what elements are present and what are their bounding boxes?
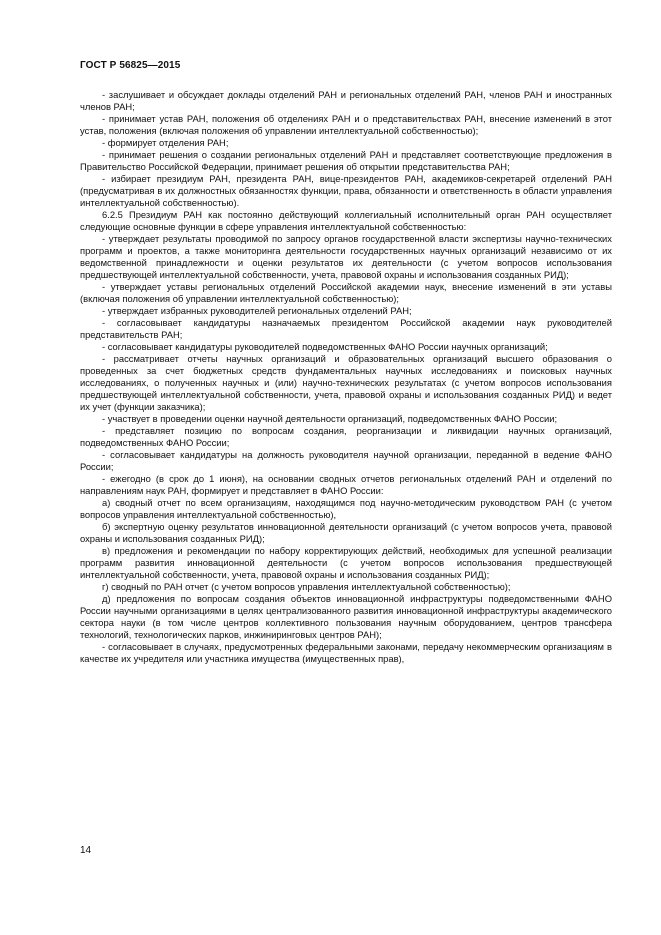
paragraph: - согласовывает в случаях, предусмотренных федеральными законами, передачу некоммерческим организациям в качестве их учредителя или участника имущества (имущественных прав), xyxy=(80,641,612,664)
paragraph: - утверждает результаты проводимой по запросу органов государственной власти экспертизы научно-технических программ и проектов, а также мониторинга деятельности государственных научных организаций независимо от их ведомственной принадлежности и оценки результатов их деятельности (с учетом вопросов использования предшествующей интеллектуальной собственности, учета, правовой охраны и использования созданных РИД); xyxy=(80,233,612,280)
paragraph: - участвует в проведении оценки научной деятельности организаций, подведомственных ФАНО России; xyxy=(102,413,558,424)
paragraph: - рассматривает отчеты научных организаций и образовательных организаций высшего образования о проведенных за счет бюджетных средств фундаментальных научных исследованиях и поисковых научных исследованиях, о полученных научных и (или) научно-технических результатах (с учетом вопросов использования предшествующей интеллектуальной собственности, учета, правовой охраны и использования созданных РИД) и ведет их учет (функции заказчика); xyxy=(80,353,612,412)
section-paragraph: 6.2.5 Президиум РАН как постоянно действующий коллегиальный исполнительный орган РАН осуществляет следующие основные функции в сфере управления интеллектуальной собственностью: xyxy=(80,209,612,232)
list-item-b: б) экспертную оценку результатов инновационной деятельности организаций (с учетом вопросов учета, правовой охраны и использования созданных РИД); xyxy=(80,521,612,544)
paragraph: - представляет позицию по вопросам создания, реорганизации и ликвидации научных организаций, подведомственных ФАНО России; xyxy=(80,425,612,448)
paragraph: - формирует отделения РАН; xyxy=(102,137,229,148)
paragraph: - согласовывает кандидатуры назначаемых президентом Российской академии наук руководителей представительств РАН; xyxy=(80,317,612,340)
list-item-d: д) предложения по вопросам создания объектов инновационной инфраструктуры подведомственными ФАНО России научными организациями в целях централизованного развития инновационной инфраструктуры академического сектора науки (в том числе центров коллективного пользования научным оборудованием, центров трансфера технологий, технологических парков, инжиниринговых центров РАН); xyxy=(80,593,612,640)
paragraph: - согласовывает кандидатуры на должность руководителя научной организации, переданной в ведение ФАНО России; xyxy=(80,449,612,472)
document-header: ГОСТ Р 56825—2015 xyxy=(80,60,181,71)
paragraph: - ежегодно (в срок до 1 июня), на основании сводных отчетов региональных отделений РАН и отделений по направлениям наук РАН, формирует и представляет в ФАНО России: xyxy=(80,473,612,496)
paragraph: - согласовывает кандидатуры руководителей подведомственных ФАНО России научных организаций; xyxy=(102,341,548,352)
list-item-v: в) предложения и рекомендации по набору корректирующих действий, необходимых для успешной реализации программ развития инновационной деятельности (с учетом вопросов использования предшествующей интеллектуальной собственности, учета, правовой охраны и использования созданных РИД); xyxy=(80,545,612,580)
paragraph: - утверждает избранных руководителей региональных отделений РАН; xyxy=(102,305,412,316)
list-item-g: г) сводный по РАН отчет (с учетом вопросов управления интеллектуальной собственностью); xyxy=(102,581,511,592)
paragraph: - избирает президиум РАН, президента РАН, вице-президентов РАН, академиков-секретарей отделений РАН (предусматривая в их должностных обязанностях функции, права, обязанности и ответственность в области управления интеллектуальной собственностью). xyxy=(80,173,612,208)
paragraph: - принимает решения о создании региональных отделений РАН и представляет соответствующие предложения в Правительство Российской Федерации, принимает решения об открытии представительства РАН; xyxy=(80,149,612,172)
paragraph: - заслушивает и обсуждает доклады отделений РАН и региональных отделений РАН, членов РАН и иностранных членов РАН; xyxy=(80,89,612,112)
document-body xyxy=(80,89,612,665)
page-number: 14 xyxy=(80,845,92,856)
paragraph: - утверждает уставы региональных отделений Российской академии наук, внесение изменений в эти уставы (включая положения об управлении интеллектуальной собственностью); xyxy=(80,281,612,304)
list-item-a: а) сводный отчет по всем организациям, находящимся под научно-методическим руководством РАН (с учетом вопросов управления интеллектуальной собственностью), xyxy=(80,497,612,520)
paragraph: - принимает устав РАН, положения об отделениях РАН и о представительствах РАН, внесение изменений в этот устав, положения (включая положения об управлении интеллектуальной собственностью); xyxy=(80,113,612,136)
